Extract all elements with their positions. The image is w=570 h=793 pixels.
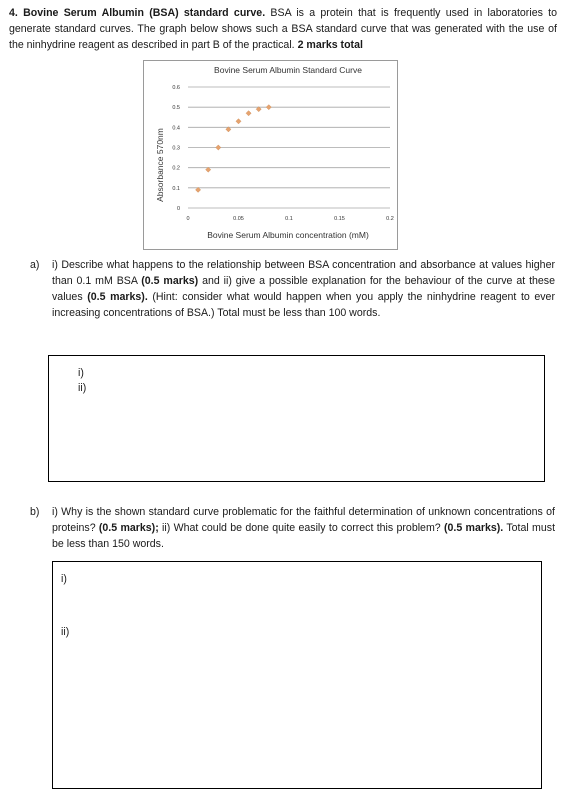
y-tick-label: 0.1 [172, 185, 180, 192]
question-b-letter: b) [30, 506, 40, 518]
x-tick-label: 0.05 [233, 216, 244, 222]
x-axis-label: Bovine Serum Albumin concentration (mM) [207, 230, 369, 240]
answer-a-i-label: i) [78, 367, 84, 379]
y-tick-label: 0.4 [172, 125, 180, 132]
question-b-marks2: (0.5 marks). [443, 522, 504, 534]
total-marks: 2 marks total [297, 39, 363, 51]
question-b-text [52, 504, 555, 552]
x-tick-label: 0.15 [334, 216, 345, 222]
y-tick-label: 0 [176, 206, 180, 212]
question-a-text [52, 257, 555, 321]
y-tick-label: 0.3 [172, 145, 180, 152]
question-a-marks2: (0.5 marks). [87, 291, 148, 303]
question-a-marks1: (0.5 marks) [141, 275, 199, 287]
question-a-part3: (Hint: consider what would happen when you apply the ninhydrine reagent to ever increasing concentrations of BSA.) Total must be less than 100 words. [52, 291, 555, 319]
answer-b-i-label: i) [61, 573, 67, 585]
x-tick-label: 0.1 [285, 216, 293, 222]
question-a-letter: a) [30, 259, 40, 271]
chart-title: Bovine Serum Albumin Standard Curve [214, 65, 362, 75]
question-number: 4. [9, 7, 18, 19]
question-a-part1: i) Describe what happens to the relationship between BSA concentration and absorbance at values higher than 0.1 mM BSA [52, 259, 555, 287]
question-b [30, 504, 555, 552]
question-a [30, 257, 555, 321]
question-title: Bovine Serum Albumin (BSA) standard curve. [23, 7, 266, 19]
y-tick-label: 0.5 [172, 105, 180, 112]
x-tick-label: 0.2 [386, 216, 394, 222]
chart-frame [144, 61, 398, 250]
question-b-marks1: (0.5 marks); [98, 522, 159, 534]
y-tick-label: 0.2 [172, 165, 180, 172]
y-axis-label: Absorbance 570nm [155, 128, 165, 202]
question-b-part2: ii) What could be done quite easily to correct this problem? [158, 522, 444, 534]
answer-box-a[interactable] [48, 355, 545, 482]
question-b-part1: i) Why is the shown standard curve problematic for the faithful determination of unknown concentrations of proteins? [52, 506, 555, 534]
answer-a-ii-label: ii) [78, 382, 87, 394]
y-tick-label: 0.6 [172, 85, 180, 91]
answer-box-b[interactable] [52, 561, 542, 789]
answer-b-ii-label: ii) [61, 626, 70, 638]
question-4-intro [9, 5, 557, 53]
question-b-part3: Total must be less than 150 words. [52, 522, 556, 550]
question-a-part2: and ii) give a possible explanation for the behaviour of the curve at these values [52, 275, 556, 303]
bsa-standard-curve-chart [143, 60, 398, 250]
x-tick-label: 0 [186, 216, 190, 222]
intro-text: BSA is a protein that is frequently used in laboratories to generate standard curves. The graph below shows such a BSA standard curve that was generated with the use of the ninhydrine reagent as described in part B of the practical. [9, 7, 557, 51]
